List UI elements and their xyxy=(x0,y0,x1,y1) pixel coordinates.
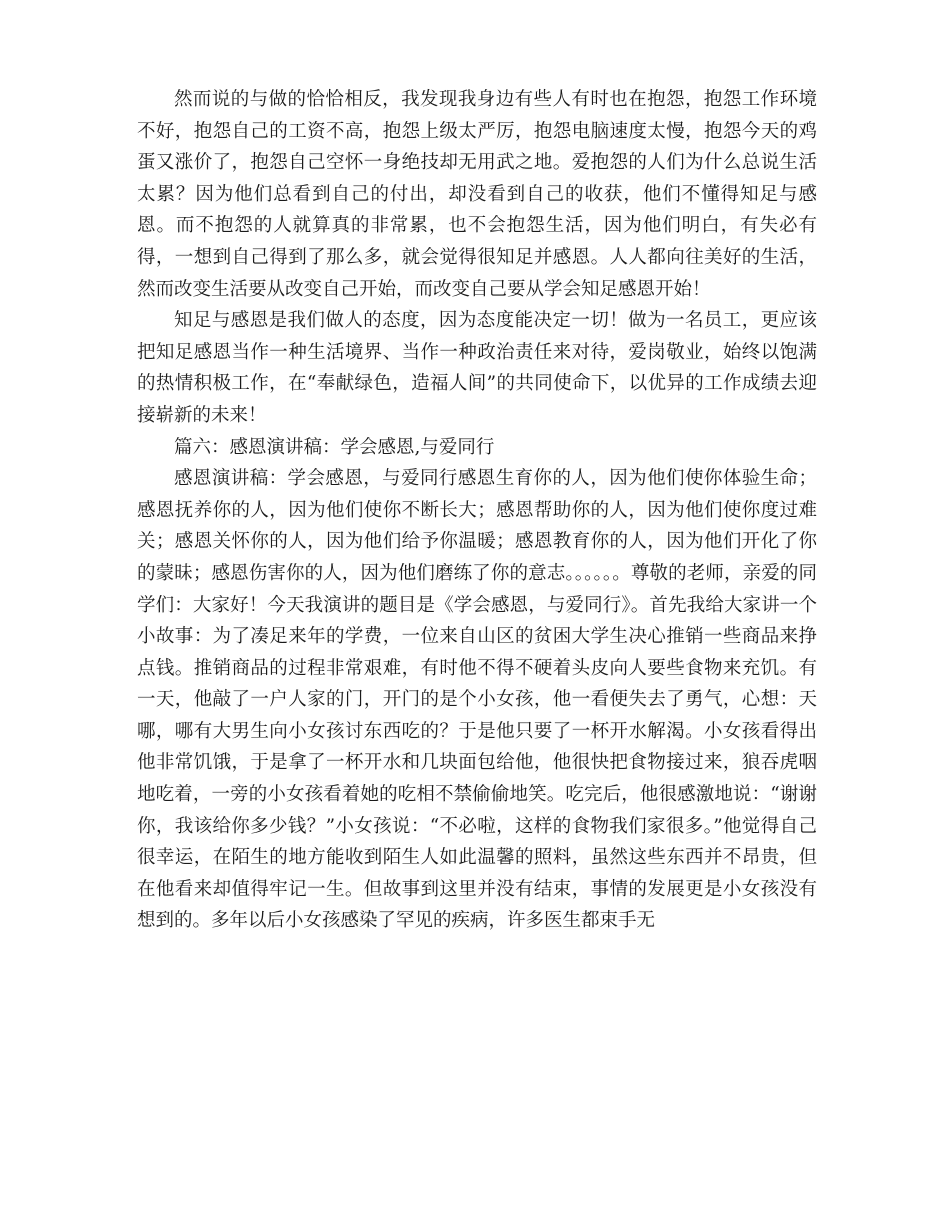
document-body xyxy=(137,84,817,937)
paragraph-speech: 感恩演讲稿：学会感恩，与爱同行感恩生育你的人，因为他们使你体验生命；感恩抚养你的人，因为他们使你不断长大；感恩帮助你的人，因为他们使你度过难关；感恩关怀你的人，因为他们给予你温暖；感恩教育你的人，因为他们开化了你的蒙昧；感恩伤害你的人，因为他们磨练了你的意志。。。。。。尊敬的老师，亲爱的同学们：大家好！今天我演讲的题目是《学会感恩，与爱同行》。首先我给大家讲一个小故事：为了凑足来年的学费，一位来自山区的贫困大学生决心推销一些商品来挣点钱。推销商品的过程非常艰难，有时他不得不硬着头皮向人要些食物来充饥。有一天，他敲了一户人家的门，开门的是个小女孩，他一看便失去了勇气，心想：天哪，哪有大男生向小女孩讨东西吃的？于是他只要了一杯开水解渴。小女孩看得出他非常饥饿，于是拿了一杯开水和几块面包给他，他很快把食物接过来，狼吞虎咽地吃着，一旁的小女孩看着她的吃相不禁偷偷地笑。吃完后，他很感激地说：“谢谢你，我该给你多少钱？”小女孩说：“不必啦，这样的食物我们家很多。”他觉得自己很幸运，在陌生的地方能收到陌生人如此温馨的照料，虽然这些东西并不昂贵，但在他看来却值得牢记一生。但故事到这里并没有结束，事情的发展更是小女孩没有想到的。多年以后小女孩感染了罕见的疾病，许多医生都束手无 xyxy=(137,468,817,932)
section-heading: 篇六：感恩演讲稿：学会感恩,与爱同行 xyxy=(174,436,495,458)
paragraph-complaint: 然而说的与做的恰恰相反，我发现我身边有些人有时也在抱怨，抱怨工作环境不好，抱怨自己的工资不高，抱怨上级太严厉，抱怨电脑速度太慢，抱怨今天的鸡蛋又涨价了，抱怨自己空怀一身绝技却无用武之地。爱抱怨的人们为什么总说生活太累？因为他们总看到自己的付出，却没看到自己的收获，他们不懂得知足与感恩。而不抱怨的人就算真的非常累，也不会抱怨生活，因为他们明白，有失必有得，一想到自己得到了那么多，就会觉得很知足并感恩。人人都向往美好的生活，然而改变生活要从改变自己开始，而改变自己要从学会知足感恩开始！ xyxy=(137,89,817,300)
paragraph-contentment: 知足与感恩是我们做人的态度，因为态度能决定一切！做为一名员工，更应该把知足感恩当作一种生活境界、当作一种政治责任来对待，爱岗敬业，始终以饱满的热情积极工作，在“奉献绿色，造福人间”的共同使命下，以优异的工作成绩去迎接崭新的未来！ xyxy=(137,310,817,426)
